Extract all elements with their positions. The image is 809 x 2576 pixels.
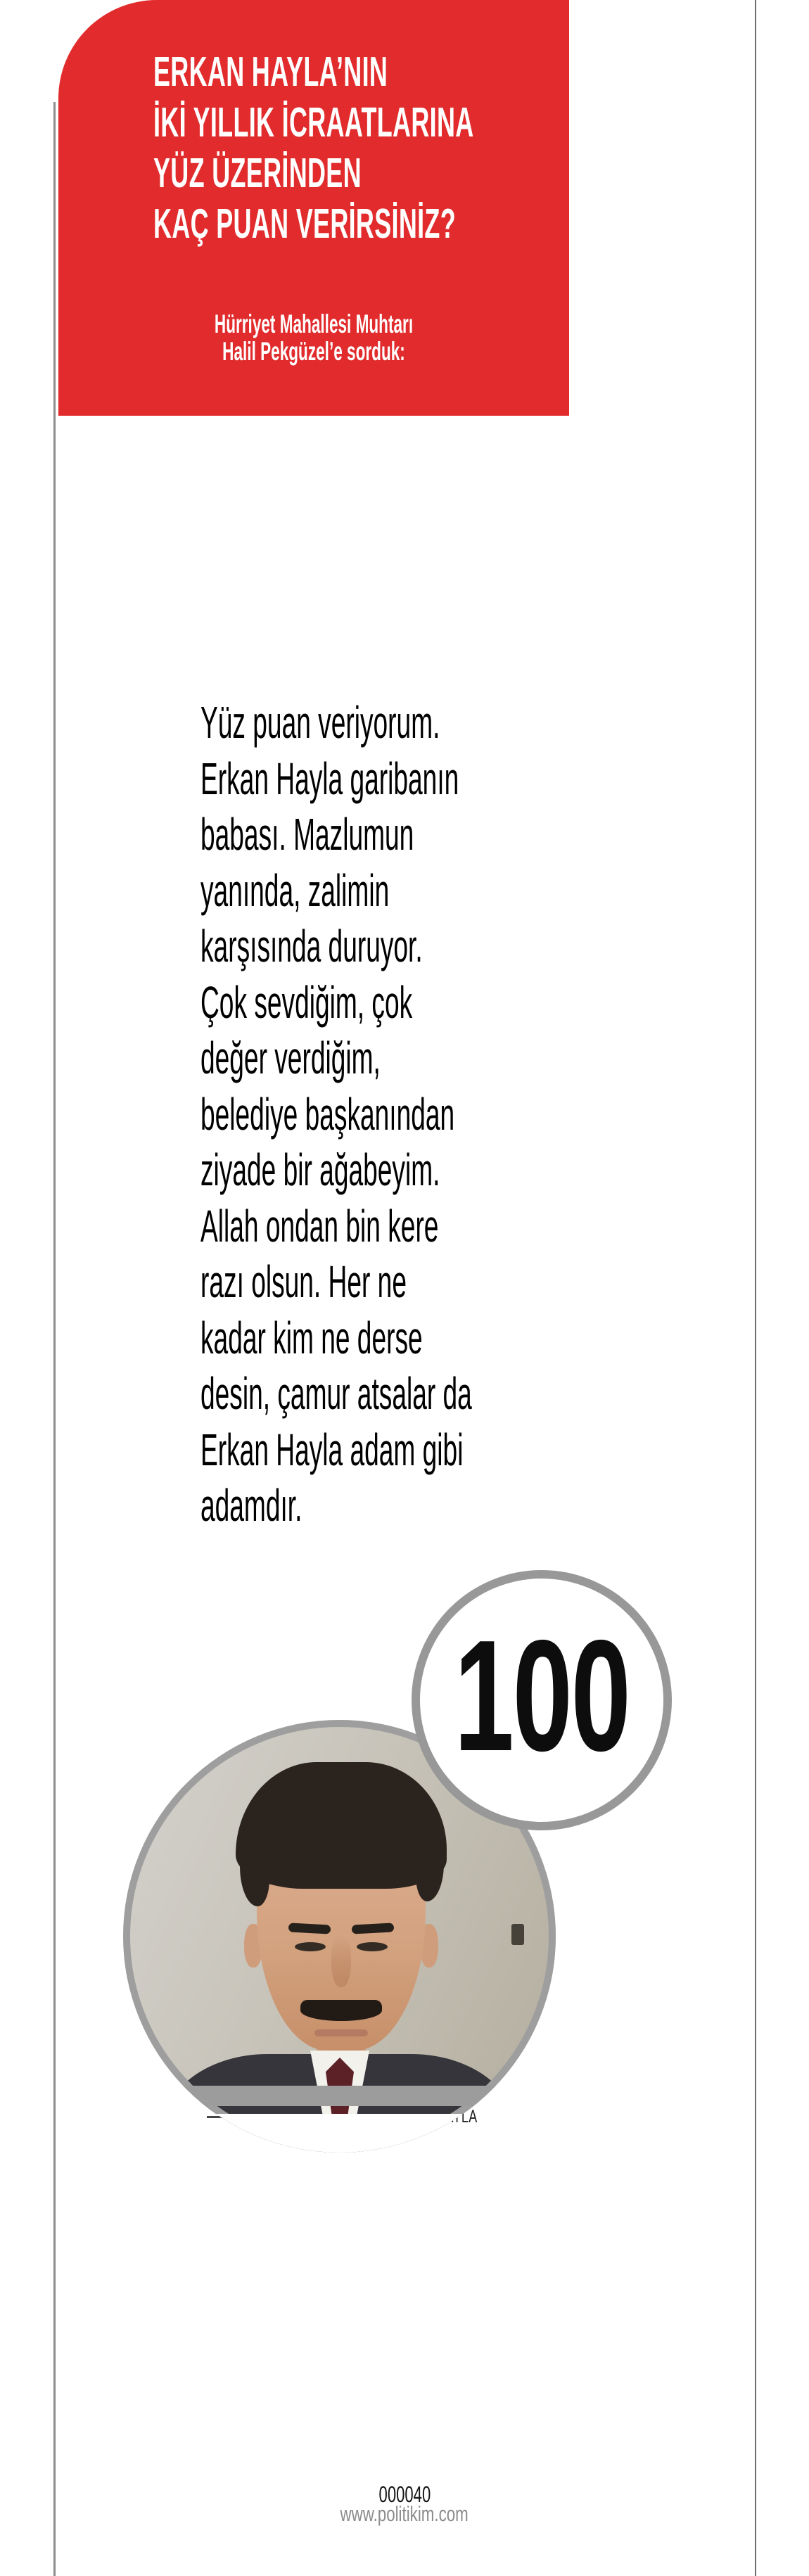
quote-line: değer verdiğim, <box>200 1033 381 1083</box>
quote-line: Çok sevdiğim, çok <box>200 976 413 1028</box>
quote-line: karşısında duruyor. <box>200 921 423 971</box>
quote-line: adamdır. <box>200 1480 302 1531</box>
question-title-line-3: YÜZ ÜZERİNDEN <box>153 150 362 196</box>
question-header-box <box>58 0 569 416</box>
quote-line: Allah ondan bin kere <box>200 1200 439 1251</box>
portrait-bottom-cut <box>123 2114 556 2153</box>
question-subtitle-line-2: Halil Pekgüzel’e sorduk: <box>222 337 405 366</box>
page-code: 000040 <box>378 2482 431 2507</box>
footer-site-row <box>0 2501 809 2527</box>
quote-line: desin, çamur atsalar da <box>200 1368 472 1419</box>
quote-line: Erkan Hayla garibanın <box>200 753 459 804</box>
score-value: 100 <box>454 1606 630 1784</box>
quote-line: kadar kim ne derse <box>200 1312 423 1363</box>
quote-text <box>200 695 472 1534</box>
quote-line: ziyade bir ağabeyim. <box>200 1144 440 1195</box>
question-title-line-4: KAÇ PUAN VERİRSİNİZ? <box>153 200 457 247</box>
portrait-bottom-band <box>123 2086 556 2106</box>
question-title-line-2: İKİ YILLIK İCRAATLARINA <box>153 99 474 146</box>
right-page-rule <box>755 0 756 2576</box>
quote-line: belediye başkanından <box>200 1088 455 1140</box>
question-title-line-1: ERKAN HAYLA’NIN <box>153 49 388 95</box>
question-subtitle <box>158 310 470 365</box>
quote-line: Erkan Hayla adam gibi <box>200 1424 464 1475</box>
website-url: www.politikim.com <box>340 2501 469 2526</box>
quote-line: babası. Mazlumun <box>200 809 414 860</box>
quote-line: razı olsun. Her ne <box>200 1256 407 1307</box>
quote-line: yanında, zalimin <box>200 865 390 916</box>
question-subtitle-line-1: Hürriyet Mahallesi Muhtarı <box>214 310 414 338</box>
quote-line: Yüz puan veriyorum. <box>200 697 440 748</box>
left-page-rule <box>53 102 56 2576</box>
score-badge <box>412 1570 672 1830</box>
question-title <box>153 46 474 249</box>
